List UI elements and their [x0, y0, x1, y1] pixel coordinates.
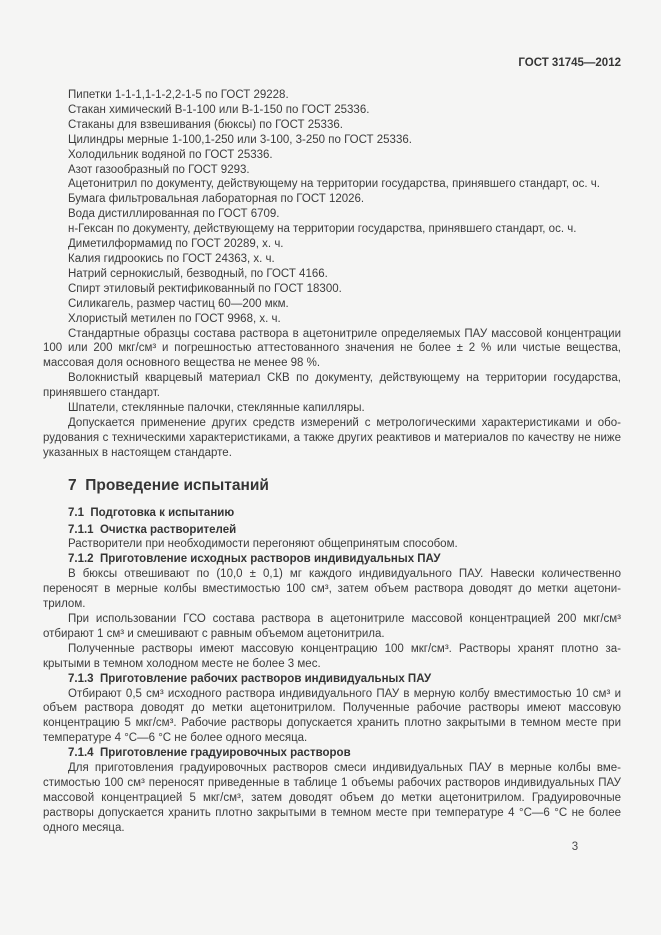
paragraph: Стакан химический В-1-100 или В-1-150 по ГОСТ 25336. [68, 103, 370, 116]
paragraph: Цилиндры мерные 1-100,1-250 или 3-100, 3-250 по ГОСТ 25336. [68, 133, 412, 146]
paragraph: Допускается применение других средств измерений с метрологическими характеристиками и оборудования с техническими характеристиками, а также других реактивов и материалов по качеству не ниже указанных в настоящем стандарте. [43, 416, 621, 459]
paragraph: Диметилформамид по ГОСТ 20289, х. ч. [68, 238, 284, 251]
section-heading: 7.1.1 Очистка растворителей [68, 523, 237, 536]
section-heading: 7.1.3 Приготовление рабочих растворов индивидуальных ПАУ [68, 672, 432, 685]
section-heading: 7.1.2 Приготовление исходных растворов индивидуальных ПАУ [68, 553, 441, 566]
paragraph: Пипетки 1-1-1,1-1-2,2-1-5 по ГОСТ 29228. [68, 89, 289, 101]
paragraph: Волокнистый кварцевый материал СКВ по документу, действующему на территории государства, принявшего стандарт. [43, 372, 621, 400]
paragraph: В бюксы отвешивают по (10,0 ± 0,1) мг каждого индивидуального ПАУ. Навески количественно переносят в мерные колбы вместимостью 100 см³, затем объем раствора доводят до метки ацетонитрилом. [43, 568, 621, 611]
paragraph: н-Гексан по документу, действующему на территории государства, принявшего стандарт, ос. ч. [68, 223, 577, 236]
paragraph: Шпатели, стеклянные палочки, стеклянные капилляры. [68, 402, 365, 415]
document-header-standard-number: ГОСТ 31745—2012 [518, 57, 621, 69]
paragraph: Спирт этиловый ректификованный по ГОСТ 18300. [68, 282, 342, 295]
paragraph: Стаканы для взвешивания (бюксы) по ГОСТ 25336. [68, 118, 343, 131]
paragraph: Полученные растворы имеют массовую концентрацию 100 мкг/см³. Растворы хранят плотно закрытыми в темном холодном месте не более 3 мес. [43, 642, 621, 670]
paragraph: Силикагель, размер частиц 60—200 мкм. [68, 297, 289, 310]
paragraph: Азот газообразный по ГОСТ 9293. [68, 163, 250, 176]
section-heading: 7 Проведение испытаний [68, 476, 269, 494]
page-number: 3 [571, 841, 579, 853]
section-heading: 7.1.4 Приготовление градуировочных растворов [68, 747, 351, 760]
paragraph: Калия гидроокись по ГОСТ 24363, х. ч. [68, 252, 275, 265]
document-content [43, 88, 621, 836]
paragraph: Отбирают 0,5 см³ исходного раствора индивидуального ПАУ в мерную колбу вместимостью 10 см³ и объем раствора доводят до метки ацетонитрилом. Полученные рабочие растворы имеют массовую концентрацию 5 мкг/см³. Рабочие растворы допускается хранить плотно закрытыми в темном месте при температуре 4 °С—6 °С не более одного месяца. [43, 687, 621, 745]
section-heading: 7.1 Подготовка к испытанию [68, 506, 235, 519]
paragraph: При использовании ГСО состава раствора в ацетонитриле массовой концентрацией 200 мкг/см³ отбирают 1 см³ и смешивают с равным объемом ацетонитрила. [43, 613, 621, 640]
paragraph: Хлористый метилен по ГОСТ 9968, х. ч. [68, 312, 281, 325]
paragraph: Для приготовления градуировочных растворов смеси индивидуальных ПАУ в мерные колбы вместимостью 100 см³ переносят приведенные в таблице 1 объемы рабочих растворов индивидуальных ПАУ массовой концентрацией 5 мкг/см³, затем доводят объем до метки ацетонитрилом. Градуировочные растворы допускается хранить плотно закрытыми в темном месте при температуре 4 °С—6 °С не более одного месяца. [43, 762, 621, 834]
paragraph: Натрий сернокислый, безводный, по ГОСТ 4166. [68, 267, 328, 280]
paragraph: Стандартные образцы состава раствора в ацетонитриле определяемых ПАУ массовой концентрации 100 или 200 мкг/см³ и погрешностью аттестованного значения не более ± 2 % или чистые вещества, массовая доля основного вещества не менее 98 %. [43, 327, 621, 370]
paragraph: Бумага фильтровальная лабораторная по ГОСТ 12026. [68, 193, 365, 206]
paragraph: Холодильник водяной по ГОСТ 25336. [68, 148, 273, 161]
paragraph: Вода дистиллированная по ГОСТ 6709. [68, 208, 280, 221]
paragraph: Ацетонитрил по документу, действующему на территории государства, принявшего стандарт, ос. ч. [68, 178, 600, 191]
paragraph: Растворители при необходимости перегоняют общепринятым способом. [68, 538, 458, 551]
